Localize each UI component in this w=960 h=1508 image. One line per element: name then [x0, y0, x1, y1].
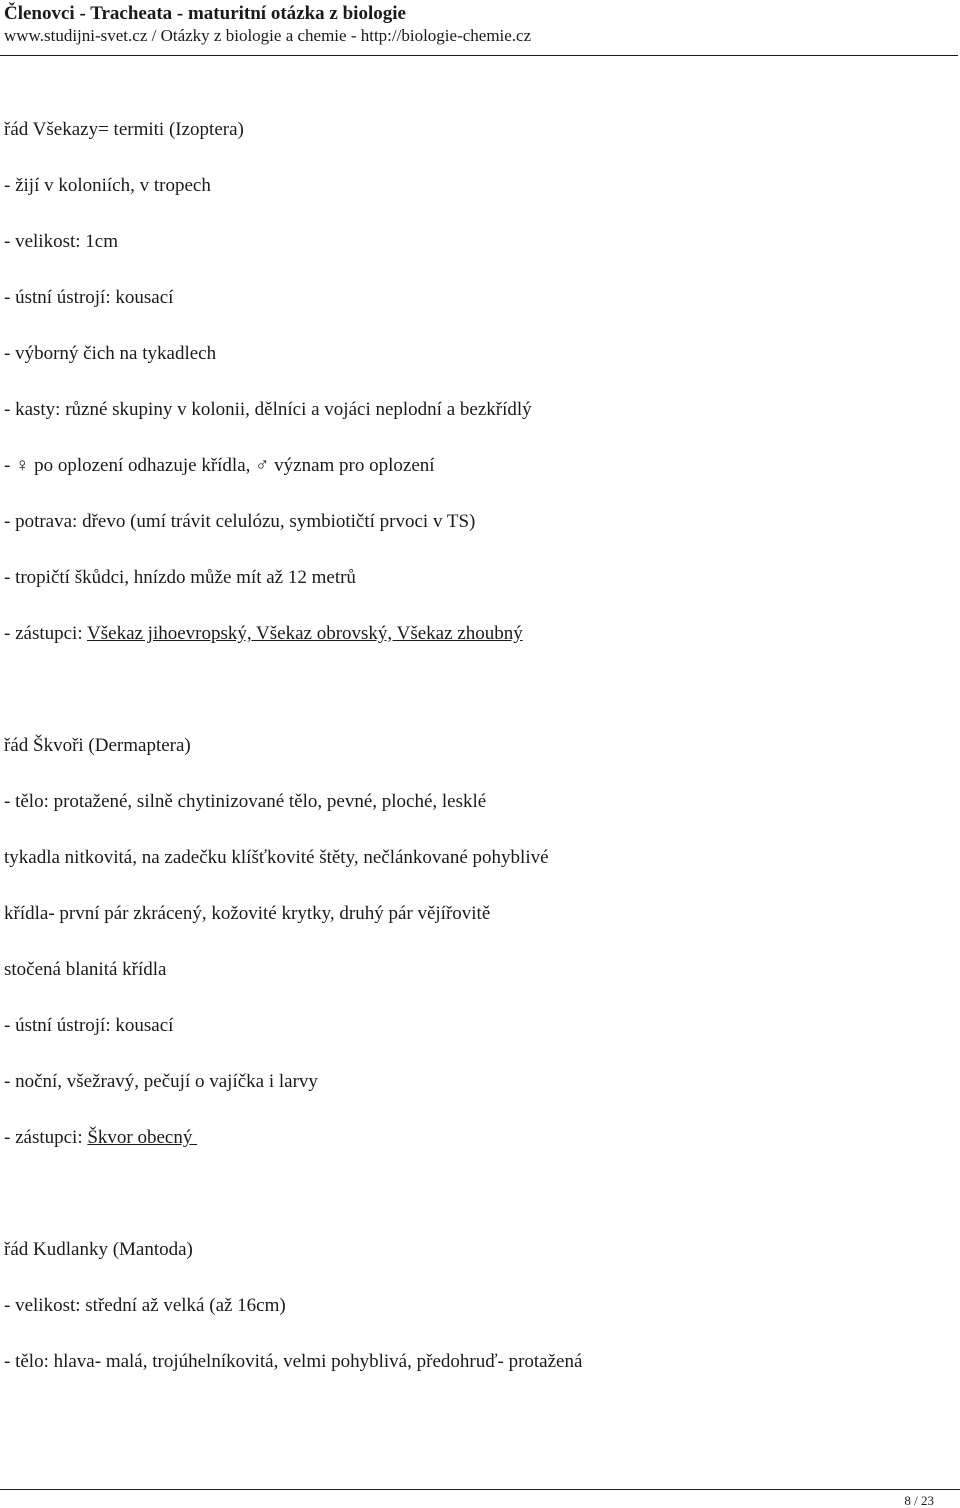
- section-heading: řád Všekazy= termiti (Izoptera): [4, 119, 244, 140]
- section-heading: řád Kudlanky (Mantoda): [4, 1239, 193, 1260]
- text-line: - ♀ po oplození odhazuje křídla, ♂ význam pro oplození: [4, 455, 435, 476]
- representatives-label: - zástupci:: [4, 623, 88, 644]
- text-line: - kasty: různé skupiny v kolonii, dělníci a vojáci neplodní a bezkřídlý: [4, 399, 532, 420]
- header-divider: [0, 55, 958, 56]
- representatives-link[interactable]: Všekaz jihoevropský, Všekaz obrovský, Všekaz zhoubný: [87, 623, 523, 644]
- document-header: [4, 2, 956, 46]
- text-line: tykadla nitkovitá, na zadečku klíšťkovité štěty, nečlánkované pohyblivé: [4, 847, 549, 868]
- text-line: - noční, všežravý, pečují o vajíčka i larvy: [4, 1071, 318, 1092]
- document-source: www.studijni-svet.cz / Otázky z biologie a chemie - http://biologie-chemie.cz: [4, 26, 532, 45]
- page-number: 8 / 23: [904, 1493, 934, 1508]
- text-line: - tropičtí škůdci, hnízdo může mít až 12 metrů: [4, 567, 356, 588]
- representatives-label: - zástupci:: [4, 1127, 88, 1148]
- text-line: - velikost: 1cm: [4, 231, 118, 252]
- text-line: - žijí v koloniích, v tropech: [4, 175, 211, 196]
- text-line: - tělo: hlava- malá, trojúhelníkovitá, velmi pohyblivá, předohruď- protažená: [4, 1351, 583, 1372]
- text-line: - potrava: dřevo (umí trávit celulózu, symbiotičtí prvoci v TS): [4, 511, 476, 532]
- text-line: křídla- první pár zkrácený, kožovité krytky, druhý pár vějířovitě: [4, 903, 491, 924]
- text-line: - výborný čich na tykadlech: [4, 343, 217, 364]
- text-line: - tělo: protažené, silně chytinizované tělo, pevné, ploché, lesklé: [4, 791, 487, 812]
- text-line: - ústní ústrojí: kousací: [4, 287, 174, 308]
- representatives-line: [4, 1126, 197, 1150]
- text-line: - velikost: střední až velká (až 16cm): [4, 1295, 286, 1316]
- text-line: stočená blanitá křídla: [4, 959, 167, 980]
- representatives-link[interactable]: Škvor obecný: [87, 1127, 198, 1148]
- representatives-line: [4, 622, 523, 646]
- section-heading: řád Škvoři (Dermaptera): [4, 735, 191, 756]
- document-title: Členovci - Tracheata - maturitní otázka z biologie: [4, 3, 406, 24]
- footer-divider: [0, 1489, 960, 1490]
- text-line: - ústní ústrojí: kousací: [4, 1015, 174, 1036]
